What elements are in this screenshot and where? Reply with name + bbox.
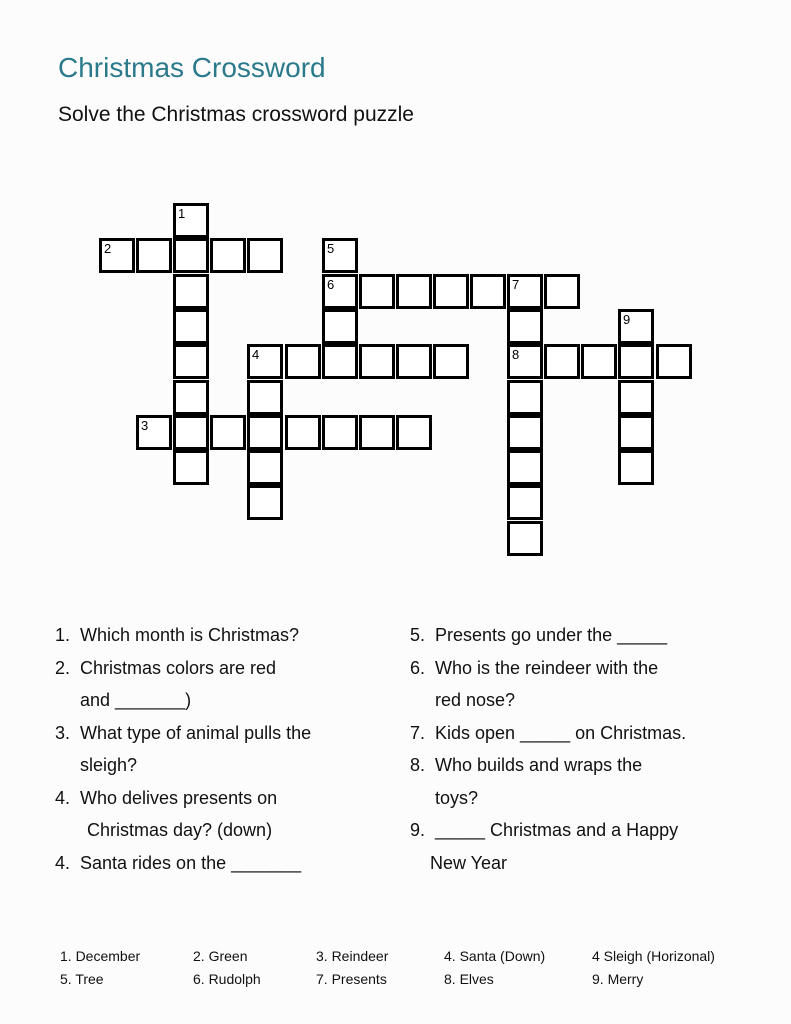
crossword-cell[interactable]	[322, 238, 358, 273]
crossword-cell[interactable]	[247, 344, 283, 379]
crossword-cell[interactable]	[618, 415, 654, 450]
crossword-cell[interactable]	[433, 344, 469, 379]
crossword-cell[interactable]	[656, 344, 692, 379]
crossword-cell[interactable]	[173, 415, 209, 450]
answer-item: 6. Rudolph	[193, 971, 261, 987]
answer-item: 5. Tree	[60, 971, 104, 987]
clue-5	[410, 619, 770, 652]
cell-number: 4	[252, 347, 260, 362]
crossword-cell[interactable]	[173, 380, 209, 415]
clue-number: 5.	[410, 625, 426, 645]
answer-item: 2. Green	[193, 948, 248, 964]
answer-row	[60, 968, 752, 991]
clue-9	[410, 814, 770, 879]
clue-text: Presents go under the _____	[435, 625, 668, 645]
crossword-cell[interactable]	[396, 344, 432, 379]
crossword-cell[interactable]	[507, 485, 543, 520]
clue-text: Santa rides on the _______	[80, 852, 302, 873]
answer-item: 7. Presents	[316, 971, 387, 987]
crossword-cell[interactable]	[247, 450, 283, 485]
crossword-cell[interactable]	[322, 309, 358, 344]
crossword-cell[interactable]	[210, 238, 246, 273]
cell-number: 3	[141, 418, 149, 433]
clue-2	[55, 652, 385, 717]
cell-number: 7	[512, 277, 520, 292]
crossword-cell[interactable]	[173, 309, 209, 344]
crossword-cell[interactable]	[470, 274, 506, 309]
crossword-cell[interactable]	[507, 450, 543, 485]
clue-text: Christmas colors are red	[80, 657, 277, 678]
crossword-cell[interactable]	[507, 274, 543, 309]
crossword-cell[interactable]	[544, 274, 580, 309]
clue-6	[410, 652, 770, 717]
crossword-cell[interactable]	[247, 415, 283, 450]
crossword-cell[interactable]	[136, 238, 172, 273]
clue-number: 3.	[55, 722, 71, 743]
crossword-cell[interactable]	[210, 415, 246, 450]
answer-item: 3. Reindeer	[316, 948, 389, 964]
answer-item: 4. Santa (Down)	[444, 948, 546, 964]
cell-number: 5	[327, 241, 335, 256]
crossword-cell[interactable]	[322, 415, 358, 450]
crossword-cell[interactable]	[322, 274, 358, 309]
clue-text-continued: and _______)	[80, 690, 192, 710]
clue-text: Who builds and wraps the	[435, 755, 643, 775]
crossword-cell[interactable]	[581, 344, 617, 379]
crossword-cell[interactable]	[507, 521, 543, 556]
cell-number: 1	[178, 206, 186, 221]
answer-item: 4 Sleigh (Horizonal)	[592, 948, 715, 964]
clue-4-across	[55, 847, 385, 880]
crossword-cell[interactable]	[247, 485, 283, 520]
crossword-cell[interactable]	[359, 344, 395, 379]
answer-key	[60, 945, 752, 991]
answer-item: 1. December	[60, 948, 141, 964]
clue-text: Kids open _____ on Christmas.	[435, 722, 687, 743]
crossword-cell[interactable]	[507, 380, 543, 415]
crossword-cell[interactable]	[507, 415, 543, 450]
page-title: Christmas Crossword	[58, 52, 326, 83]
clue-number: 9.	[410, 820, 426, 840]
clue-7	[410, 717, 770, 750]
clue-text: Who is the reindeer with the	[435, 657, 659, 678]
clue-text: _____ Christmas and a Happy	[435, 820, 679, 840]
clue-text-continued: sleigh?	[80, 755, 138, 775]
cell-number: 2	[104, 241, 112, 256]
crossword-cell[interactable]	[173, 238, 209, 273]
crossword-cell[interactable]	[396, 274, 432, 309]
crossword-cell[interactable]	[136, 415, 172, 450]
answer-row	[60, 945, 752, 968]
crossword-cell[interactable]	[618, 309, 654, 344]
answer-item: 9. Merry	[592, 971, 644, 987]
clue-number: 6.	[410, 657, 426, 678]
clue-text: Who delives presents on	[80, 787, 278, 808]
crossword-cell[interactable]	[359, 274, 395, 309]
crossword-cell[interactable]	[618, 450, 654, 485]
clue-text: Which month is Christmas?	[80, 625, 300, 645]
clue-number: 1.	[55, 625, 71, 645]
crossword-cell[interactable]	[285, 415, 321, 450]
crossword-cell[interactable]	[544, 344, 580, 379]
clue-text-continued: Christmas day? (down)	[87, 820, 273, 840]
crossword-cell[interactable]	[173, 450, 209, 485]
crossword-cell[interactable]	[173, 344, 209, 379]
clue-number: 8.	[410, 755, 426, 775]
clue-list-left	[55, 619, 385, 879]
clue-text-continued: toys?	[435, 787, 479, 808]
crossword-cell[interactable]	[247, 238, 283, 273]
answer-item: 8. Elves	[444, 971, 494, 987]
crossword-cell[interactable]	[359, 415, 395, 450]
crossword-cell[interactable]	[173, 203, 209, 238]
crossword-cell[interactable]	[247, 380, 283, 415]
crossword-cell[interactable]	[618, 344, 654, 379]
clue-8	[410, 749, 770, 814]
crossword-cell[interactable]	[173, 274, 209, 309]
clue-4-down	[55, 782, 385, 847]
cell-number: 9	[623, 312, 631, 327]
clue-number: 4.	[55, 852, 71, 873]
clue-list-right	[410, 619, 770, 879]
crossword-cell[interactable]	[285, 344, 321, 379]
crossword-cell[interactable]	[507, 344, 543, 379]
clue-text-continued: New Year	[430, 852, 508, 873]
crossword-cell[interactable]	[433, 274, 469, 309]
cell-number: 8	[512, 347, 520, 362]
crossword-cell[interactable]	[322, 344, 358, 379]
clue-number: 7.	[410, 722, 426, 743]
clue-text-continued: red nose?	[435, 690, 516, 710]
clue-text: What type of animal pulls the	[80, 722, 312, 743]
clue-number: 2.	[55, 657, 71, 678]
crossword-cell[interactable]	[618, 380, 654, 415]
crossword-cell[interactable]	[99, 238, 135, 273]
crossword-cell[interactable]	[396, 415, 432, 450]
page-subtitle: Solve the Christmas crossword puzzle	[58, 103, 414, 126]
clue-number: 4.	[55, 787, 71, 808]
clue-1	[55, 619, 385, 652]
clue-3	[55, 717, 385, 782]
crossword-cell[interactable]	[507, 309, 543, 344]
cell-number: 6	[327, 277, 335, 292]
